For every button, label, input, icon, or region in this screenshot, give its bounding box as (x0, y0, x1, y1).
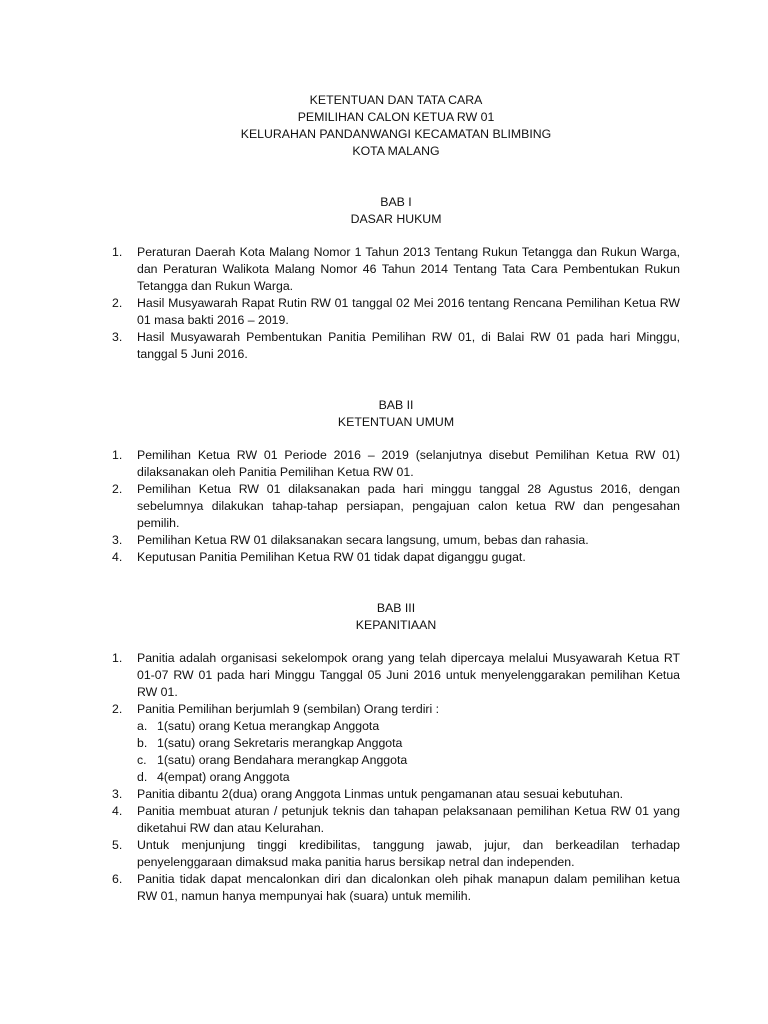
sub-item-letter: c. (137, 753, 147, 767)
item-number: 2. (112, 702, 123, 716)
item-text: Panitia tidak dapat mencalonkan diri dan dicalonkan oleh pihak manapun dalam pemilihan ketua RW 01, namun hanya mempunyai hak (suara) untuk memilih. (137, 872, 680, 903)
chapter-1-list (112, 244, 680, 363)
sub-item-letter: b. (137, 736, 148, 750)
list-item (112, 549, 680, 566)
item-text: Peraturan Daerah Kota Malang Nomor 1 Tahun 2013 Tentang Rukun Tetangga dan Rukun Warga, dan Peraturan Walikota Malang Nomor 46 Tahun 2014 Tentang Tata Cara Pembentukan Rukun Tetangga dan Rukun Warga. (137, 245, 680, 293)
sub-list-item (137, 769, 680, 786)
chapter-heading-3 (112, 600, 680, 634)
sub-item-text: 1(satu) orang Sekretaris merangkap Anggota (157, 736, 403, 750)
item-number: 5. (112, 838, 123, 852)
item-text: Panitia dibantu 2(dua) orang Anggota Linmas untuk pengamanan atau sesuai kebutuhan. (137, 787, 624, 801)
chapter-number: BAB III (376, 601, 416, 615)
chapter-title: KETENTUAN UMUM (337, 415, 455, 429)
list-item (112, 837, 680, 871)
title-line-3: KELURAHAN PANDANWANGI KECAMATAN BLIMBING (240, 127, 552, 141)
item-text: Hasil Musyawarah Pembentukan Panitia Pemilihan RW 01, di Balai RW 01 pada hari Minggu, tanggal 5 Juni 2016. (137, 330, 680, 361)
item-text: Pemilihan Ketua RW 01 dilaksanakan secara langsung, umum, bebas dan rahasia. (137, 533, 589, 547)
item-text: Keputusan Panitia Pemilihan Ketua RW 01 tidak dapat diganggu gugat. (137, 550, 526, 564)
list-item (112, 481, 680, 532)
list-item (112, 532, 680, 549)
sub-list-item (137, 752, 680, 769)
item-number: 3. (112, 787, 123, 801)
document-title (112, 92, 680, 160)
list-item (112, 803, 680, 837)
item-text: Panitia Pemilihan berjumlah 9 (sembilan) Orang terdiri : (137, 702, 440, 716)
item-number: 2. (112, 482, 123, 496)
title-line-1: KETENTUAN DAN TATA CARA (309, 93, 483, 107)
item-number: 1. (112, 245, 123, 259)
chapter-heading-2 (112, 397, 680, 431)
item-number: 2. (112, 296, 123, 310)
sub-item-letter: d. (137, 770, 148, 784)
sub-item-text: 1(satu) orang Bendahara merangkap Anggota (157, 753, 408, 767)
sub-item-text: 4(empat) orang Anggota (157, 770, 290, 784)
item-text: Panitia membuat aturan / petunjuk teknis dan tahapan pelaksanaan pemilihan Ketua RW 01 yang diketahui RW dan atau Kelurahan. (137, 804, 680, 835)
chapter-title: DASAR HUKUM (350, 212, 442, 226)
list-item (112, 871, 680, 905)
item-number: 4. (112, 550, 123, 564)
item-text: Untuk menjunjung tinggi kredibilitas, tanggung jawab, jujur, dan berkeadilan terhadap penyelenggaraan dimaksud maka panitia harus bersikap netral dan independen. (137, 838, 680, 869)
list-item (112, 244, 680, 295)
list-item (112, 786, 680, 803)
item-text: Panitia adalah organisasi sekelompok orang yang telah dipercaya melalui Musyawarah Ketua RT 01-07 RW 01 pada hari Minggu Tanggal 05 Juni 2016 untuk menyelenggarakan pemilihan Ketua RW 01. (137, 651, 680, 699)
item-text: Pemilihan Ketua RW 01 dilaksanakan pada hari minggu tanggal 28 Agustus 2016, dengan sebelumnya dilakukan tahap-tahap persiapan, pengajuan calon ketua RW dan pengesahan pemilih. (137, 482, 680, 530)
chapter-number: BAB II (378, 398, 414, 412)
list-item (112, 447, 680, 481)
sub-item-text: 1(satu) orang Ketua merangkap Anggota (157, 719, 380, 733)
item-number: 1. (112, 448, 123, 462)
list-item (112, 329, 680, 363)
item-number: 1. (112, 651, 123, 665)
chapter-number: BAB I (380, 195, 412, 209)
sub-list-item (137, 735, 680, 752)
item-number: 3. (112, 330, 123, 344)
chapter-2-list (112, 447, 680, 566)
sub-item-letter: a. (137, 719, 148, 733)
sub-list-item (137, 718, 680, 735)
chapter-3-list (112, 650, 680, 905)
chapter-heading-1 (112, 194, 680, 228)
item-text: Pemilihan Ketua RW 01 Periode 2016 – 2019 (selanjutnya disebut Pemilihan Ketua RW 01) dilaksanakan oleh Panitia Pemilihan Ketua RW 01. (137, 448, 680, 479)
list-item (112, 701, 680, 786)
list-item (112, 295, 680, 329)
title-line-2: PEMILIHAN CALON KETUA RW 01 (297, 110, 495, 124)
list-item (112, 650, 680, 701)
item-number: 6. (112, 872, 123, 886)
item-text: Hasil Musyawarah Rapat Rutin RW 01 tanggal 02 Mei 2016 tentang Rencana Pemilihan Ketua RW 01 masa bakti 2016 – 2019. (137, 296, 680, 327)
sub-list (137, 718, 680, 786)
chapter-title: KEPANITIAAN (355, 618, 437, 632)
item-number: 3. (112, 533, 123, 547)
title-line-4: KOTA MALANG (352, 144, 440, 158)
item-number: 4. (112, 804, 123, 818)
